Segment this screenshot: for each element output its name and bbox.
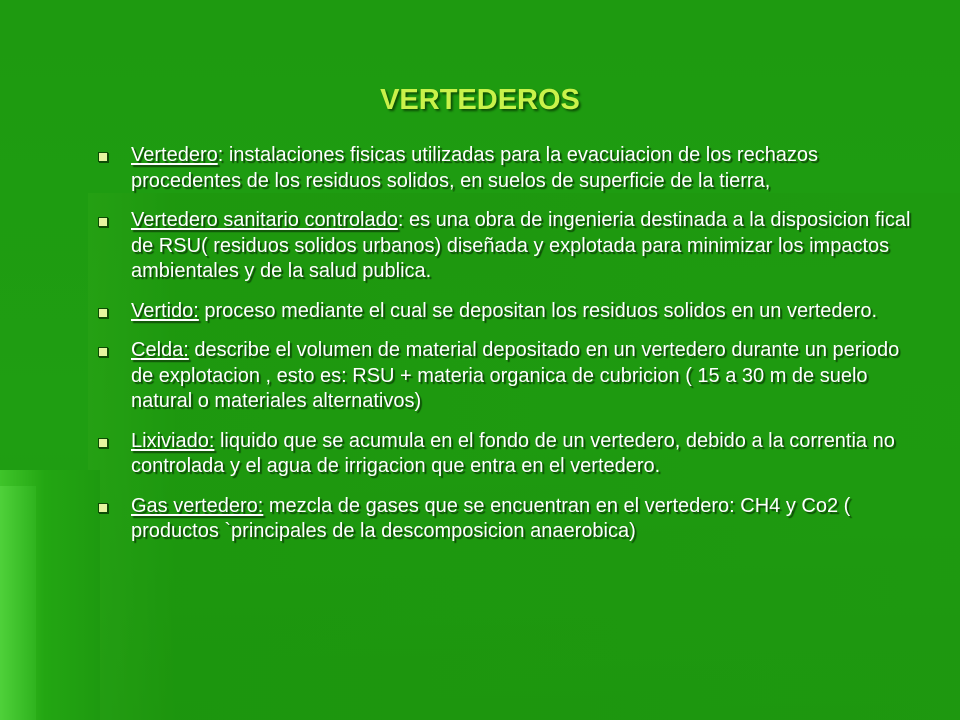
definition-text: describe el volumen de material depositado en un vertedero durante un periodo de explotacion , esto es: RSU + materia organica de cubricion ( 15 a 30 m de suelo natural o materiales alternativos) [131, 339, 900, 412]
definition-item-celda [96, 338, 926, 415]
definition-text: proceso mediante el cual se depositan los residuos solidos en un vertedero. [198, 299, 878, 322]
square-bullet-icon [98, 438, 108, 448]
definition-item-vertido [96, 299, 926, 325]
square-bullet-icon [98, 217, 108, 227]
definition-item-vertedero-sanitario [96, 208, 926, 285]
definition-text: liquido que se acumula en el fondo de un vertedero, debido a la correntia no controlada y el agua de irrigacion que entra en el vertedero. [131, 429, 895, 477]
definition-term: Vertedero [131, 144, 218, 166]
square-bullet-icon [98, 503, 108, 513]
definition-term: Vertido: [131, 299, 199, 322]
definition-item-gas-vertedero [96, 494, 926, 545]
definition-term: Lixiviado: [131, 429, 215, 452]
definition-list [96, 143, 926, 559]
definition-text: mezcla de gases que se encuentran en el vertedero: CH4 y Co2 ( productos `principales de la descomposicion anaerobica) [131, 494, 851, 542]
definition-item-vertedero [96, 143, 926, 194]
definition-term: Gas vertedero: [131, 494, 264, 517]
background-strip-left [0, 486, 36, 720]
definition-term: Vertedero sanitario controlado [131, 209, 398, 231]
definition-text: : instalaciones fisicas utilizadas para la evacuiacion de los rechazos procedentes de los residuos solidos, en suelos de superficie de la tierra, [131, 144, 819, 192]
slide-title: VERTEDEROS [380, 84, 580, 116]
square-bullet-icon [98, 152, 108, 162]
definition-text: : es una obra de ingenieria destinada a la disposicion fical de RSU( residuos solidos urbanos) diseñada y explotada para minimizar los impactos ambientales y de la salud publica. [131, 209, 911, 282]
square-bullet-icon [98, 347, 108, 357]
definition-item-lixiviado [96, 429, 926, 480]
square-bullet-icon [98, 308, 108, 318]
definition-term: Celda: [131, 339, 189, 361]
